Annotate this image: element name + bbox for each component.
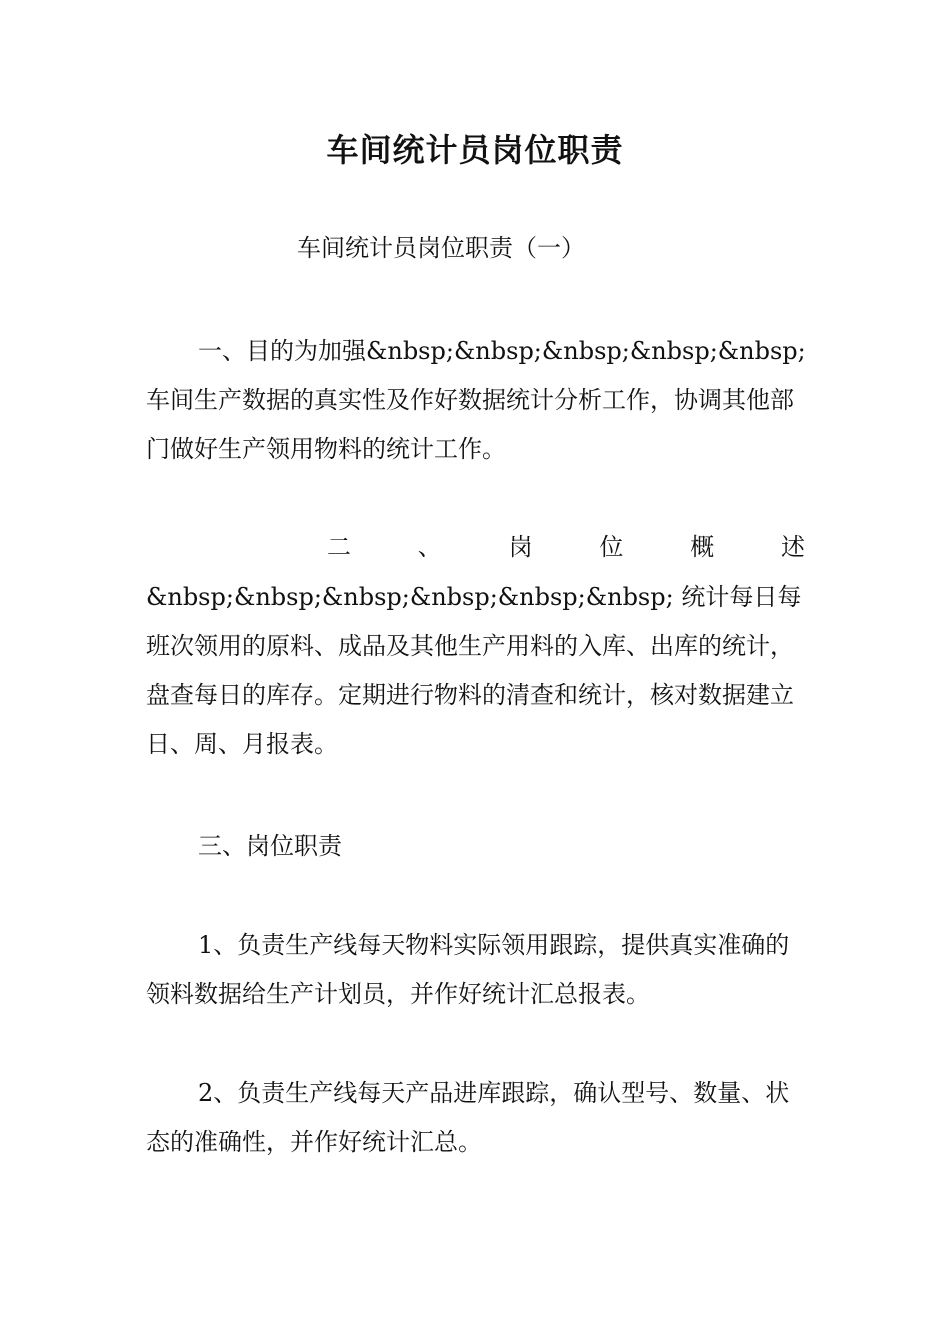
section-2-paragraph: &nbsp;&nbsp;&nbsp;&nbsp;&nbsp;&nbsp; 统计每日每班次领用的原料、成品及其他生产用料的入库、出库的统计，盘查每日的库存。定期进行物料的清查和统计，核对数据建立日、周、月报表。: [146, 583, 802, 758]
section-2-heading-char: 述: [780, 533, 805, 561]
section-2-heading-char: 、: [417, 533, 442, 561]
document-subtitle: 车间统计员岗位职责（一）: [297, 234, 585, 262]
section-2-heading: [327, 523, 805, 572]
duty-item-2: 2、负责生产线每天产品进库跟踪，确认型号、数量、状态的准确性，并作好统计汇总。: [146, 1079, 790, 1156]
section-1-paragraph: 一、目的为加强&nbsp;&nbsp;&nbsp;&nbsp;&nbsp; 车间生产数据的真实性及作好数据统计分析工作，协调其他部门做好生产领用物料的统计工作。: [146, 337, 806, 463]
document-title: 车间统计员岗位职责: [326, 131, 624, 169]
section-2-heading-char: 二: [327, 533, 351, 561]
section-3-heading: 三、岗位职责: [198, 832, 342, 860]
duty-item-1: 1、负责生产线每天物料实际领用跟踪，提供真实准确的领料数据给生产计划员，并作好统计汇总报表。: [146, 931, 790, 1008]
section-2-heading-char: 位: [599, 533, 624, 561]
section-2-heading-char: 概: [690, 533, 715, 561]
section-2-heading-char: 岗: [508, 533, 533, 561]
